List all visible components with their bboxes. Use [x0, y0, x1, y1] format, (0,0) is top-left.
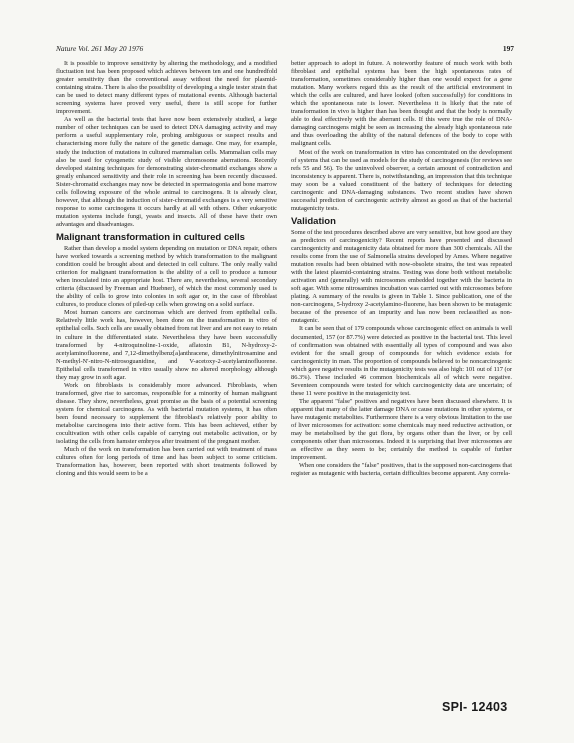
page-number: 197 — [502, 44, 514, 53]
journal-citation: Nature Vol. 261 May 20 1976 — [56, 44, 144, 53]
paragraph: Much of the work on transformation has been carried out with treatment of mass cultures often for long periods of time and has been subject to some criticism. Transformation has, however, been reported with short treatments followed by cloning and this would seem to be a — [56, 446, 277, 478]
right-column — [291, 60, 512, 478]
paragraph: Work on fibroblasts is considerably more advanced. Fibroblasts, when transformed, give rise to sarcomas, responsible for a minority of human malignant disease. They show, nevertheless, great promise as the basis of a potential screening system for chemical carcinogens. As with bacterial mutation systems, it has often been found necessary to supplement the fibroblast's relatively poor ability to metabolise carcinogens into their active form. This has been achieved, either by cocultivation with other cells capable of carrying out metabolic activation, or by isolating the cells from hamster embryos after treatment of the pregnant mother. — [56, 381, 277, 446]
paragraph: Some of the test procedures described above are very sensitive, but how good are they as predictors of carcinogenicity? Recent reports have presented and discussed carcinogenicity and mutagenicity data obtained for more than 300 chemicals. All the results come from the use of Salmonella strains developed by Ames. Where negative mutation results had been obtained with now-obsolete strains, the test was repeated with the latest plasmid-containing strains. Testing was done both without metabolic activation and (generally) with microsomes embedded together with the bacteria in soft agar. With some nitrosamines incubation was carried out with microsomes before plating. A summary of the results is given in Table 1. Since publication, one of the non-carcinogens, 5-hydroxy 2-acetylamino-fluorene, has been shown to be mutagenic because of the presence of an impurity and has now been reclassified as non-mutagenic. — [291, 228, 512, 325]
section-heading: Malignant transformation in cultured cells — [56, 231, 245, 243]
paragraph: It is possible to improve sensitivity by altering the methodology, and a modified fluctuation test has been proposed which achieves between ten and one hundredfold greater sensitivity than the conventional assay without the need for plasmid-containing strains. There is also the possibility of developing a single tester strain that can be used to detect many different types of mutational events. Although bacterial screening systems have proved very useful, there is still scope for further improvement. — [56, 60, 277, 116]
section-heading: Validation — [291, 215, 336, 227]
document-id-stamp: SPI- 12403 — [442, 700, 508, 714]
paragraph: When one considers the "false" positives, that is the supposed non-carcinogens that register as mutagenic with bacteria, certain difficulties become apparent. Any correla- — [291, 462, 512, 478]
paragraph: Rather than develop a model system depending on mutation or DNA repair, others have worked towards a screening method by which transformation to the malignant condition could be brought about and detected in cell culture. The only really valid criterion for malignant transformation is the ability of a cell to produce a tumour when inoculated into an appropriate host. There are, nevertheless, several secondary criteria (discussed by Freeman and Huebner), of which the most commonly used is the ability of cells to grow into colonies in soft agar or, in the case of fibroblast cultures, to produce clones of piled-up cells when growing on a solid surface. — [56, 244, 277, 309]
paragraph: As well as the bacterial tests that have now been extensively studied, a large number of other techniques can be used to detect DNA damaging activity and may perform a useful supplementary role, probing ambiguous or suspect results and characterising more fully the nature of the genetic damage. One may, for example, study the induction of mutations in cultured mammalian cells. Mammalian cells may also be used for cytogenetic study of visible chromosome aberrations. Recently developed staining techniques for demonstrating sister-chromatid exchanges show a greatly enhanced sensitivity and their role in screening has been recently discussed. Sister-chromatid exchanges may now be detected in spermatogonia and bone marrow cells following exposure of the whole animal to carcinogens. It is already clear, however, that although the induction of sister-chromatid exchanges is a very sensitive response to some carcinogens it occurs hardly at all with others. Other eukaryotic mutation systems include fungi, yeasts and insects. All of these have their own advantages and disadvantages. — [56, 116, 277, 228]
running-header — [56, 44, 514, 56]
paragraph: Most human cancers are carcinomas which are derived from epithelial cells. Relatively little work has, however, been done on the transformation in vitro of epithelial cells. Such cells are usually obtained from rat liver and are not easy to retain in culture in the differentiated state. Nevertheless they have been successfully transformed by 4-nitroquinoline-1-oxide, aflatoxin B1, N-hydroxy-2-acetylaminofluorene, and 7,12-dimethylbenz[a]anthracene, dimethylnitrosamine and N-methyl-N'-nitro-N-nitrosoguanidine, and V-acetoxy-2-acetylaminofluorene. Epithelial cells transformed in vitro usually show no altered morphology although they may grow in soft agar. — [56, 309, 277, 381]
left-column — [56, 60, 277, 478]
paragraph: better approach to adopt in future. A noteworthy feature of much work with both fibroblast and epithelial systems has been the high spontaneous rates of transformation, sometimes considerably higher than one would expect for a gene mutation. Many workers regard this as the result of the artificial environment in which the cells are cultured, and have looked (often successfully) for conditions in which the spontaneous rate is lower. Nevertheless it is likely that the rate of transformation in vivo is higher than has been thought and that the body is normally able to deal effectively with the aberrant cells. If this were true the role of DNA-damaging carcinogens might be seen as increasing the already high spontaneous rate and thus overloading the ability of the natural defences of the body to cope with malignant cells. — [291, 60, 512, 148]
paragraph: It can be seen that of 179 compounds whose carcinogenic effect on animals is well documented, 157 (or 87.7%) were detected as positive in the bacterial test. This level of confirmation was obtained with essentially all types of compound and was also evident for the small group of compounds for which evidence exists for carcinogenicity in man. The proportion of compounds believed to be noncarcinogenic which gave negative results in the mutagenicity tests was also high: 101 out of 117 (or 86.3%). These included 46 common biochemicals all of which were negative. Seventeen compounds were tested for which carcinogenicity data are uncertain; of these 11 were positive in the mutagenicity test. — [291, 325, 512, 397]
paragraph: The apparent "false" positives and negatives have been discussed elsewhere. It is apparent that many of the latter damage DNA or cause mutations in other systems, or have mutagenic metabolites. Furthermore there is a very obvious limitation to the use of liver microsomes for activation: some chemicals may need reductive activation, or may be metabolised by the gut flora, by organs other than the liver, or by cell components other than microsomes. Indeed it is surprising that liver microsomes are as effective as they seem to be; certainly the method is capable of further improvement. — [291, 397, 512, 462]
paragraph: Most of the work on transformation in vitro has concentrated on the development of systems that can be used as models for the study of carcinogenesis (for reviews see refs 55 and 56). To the uninvolved observer, a certain amount of contradiction and inconsistency is apparent. There is, notwithstanding, an impression that this technique may soon be a valued constituent of the battery of techniques for detecting carcinogenic and DNA-damaging substances. Two recent studies have shown successful prediction of carcinogenic activity almost as good as that of the bacterial mutagenicity tests. — [291, 148, 512, 212]
